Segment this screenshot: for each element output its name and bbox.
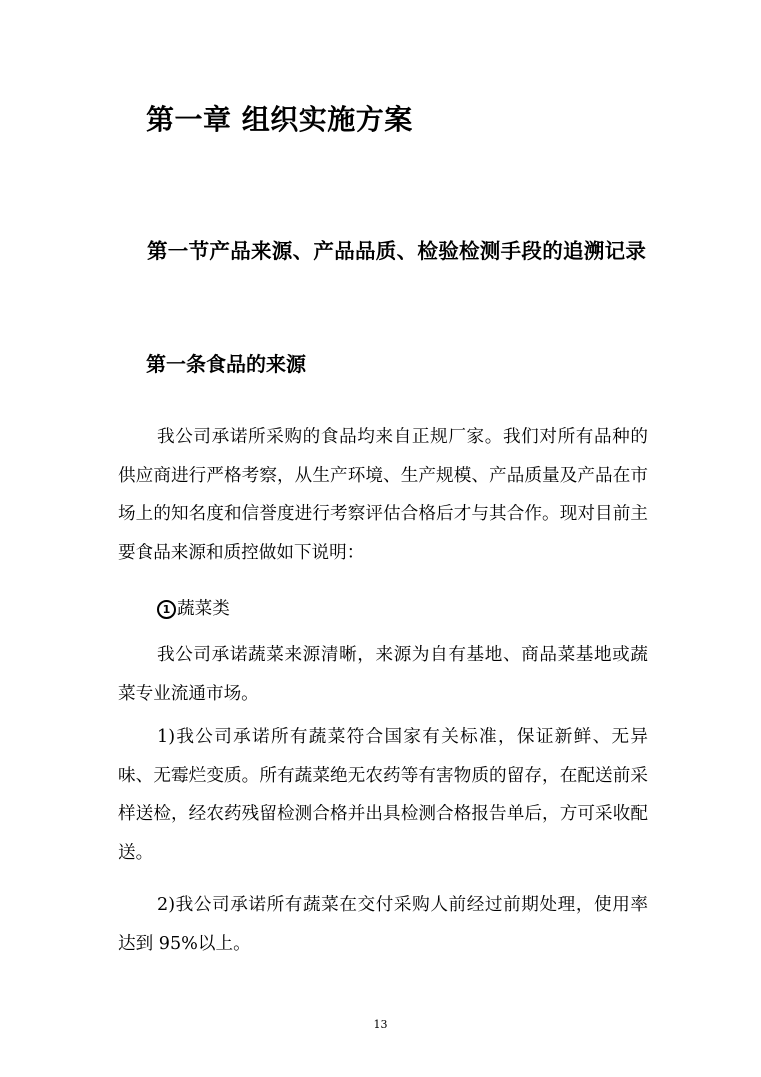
- paragraph-vegetable-processing: 2)我公司承诺所有蔬菜在交付采购人前经过前期处理，使用率达到 95%以上。: [118, 895, 648, 954]
- page-number: 13: [373, 1018, 388, 1031]
- paragraph-vegetable-source: 我公司承诺蔬菜来源清晰，来源为自有基地、商品菜基地或蔬菜专业流通市场。: [118, 645, 648, 704]
- vegetables-heading-text: 蔬菜类: [177, 599, 230, 619]
- circled-number-marker: 1: [157, 600, 176, 619]
- article-title: 第一条食品的来源: [146, 352, 306, 376]
- paragraph-food-source-intro: 我公司承诺所采购的食品均来自正规厂家。我们对所有品种的供应商进行严格考察，从生产环境、生产规模、产品质量及产品在市场上的知名度和信誉度进行考察评估合格后才与其合作。现对目前主要食品来源和质控做如下说明：: [118, 427, 648, 563]
- paragraph-vegetable-standard: 1)我公司承诺所有蔬菜符合国家有关标准，保证新鲜、无异味、无霉烂变质。所有蔬菜绝无农药等有害物质的留存，在配送前采样送检，经农药残留检测合格并出具检测合格报告单后，方可采收配送。: [118, 727, 648, 863]
- chapter-title: 第一章 组织实施方案: [146, 103, 413, 136]
- paragraph-vegetables-heading: [118, 590, 648, 629]
- section-title: 第一节产品来源、产品品质、检验检测手段的追溯记录: [147, 239, 647, 263]
